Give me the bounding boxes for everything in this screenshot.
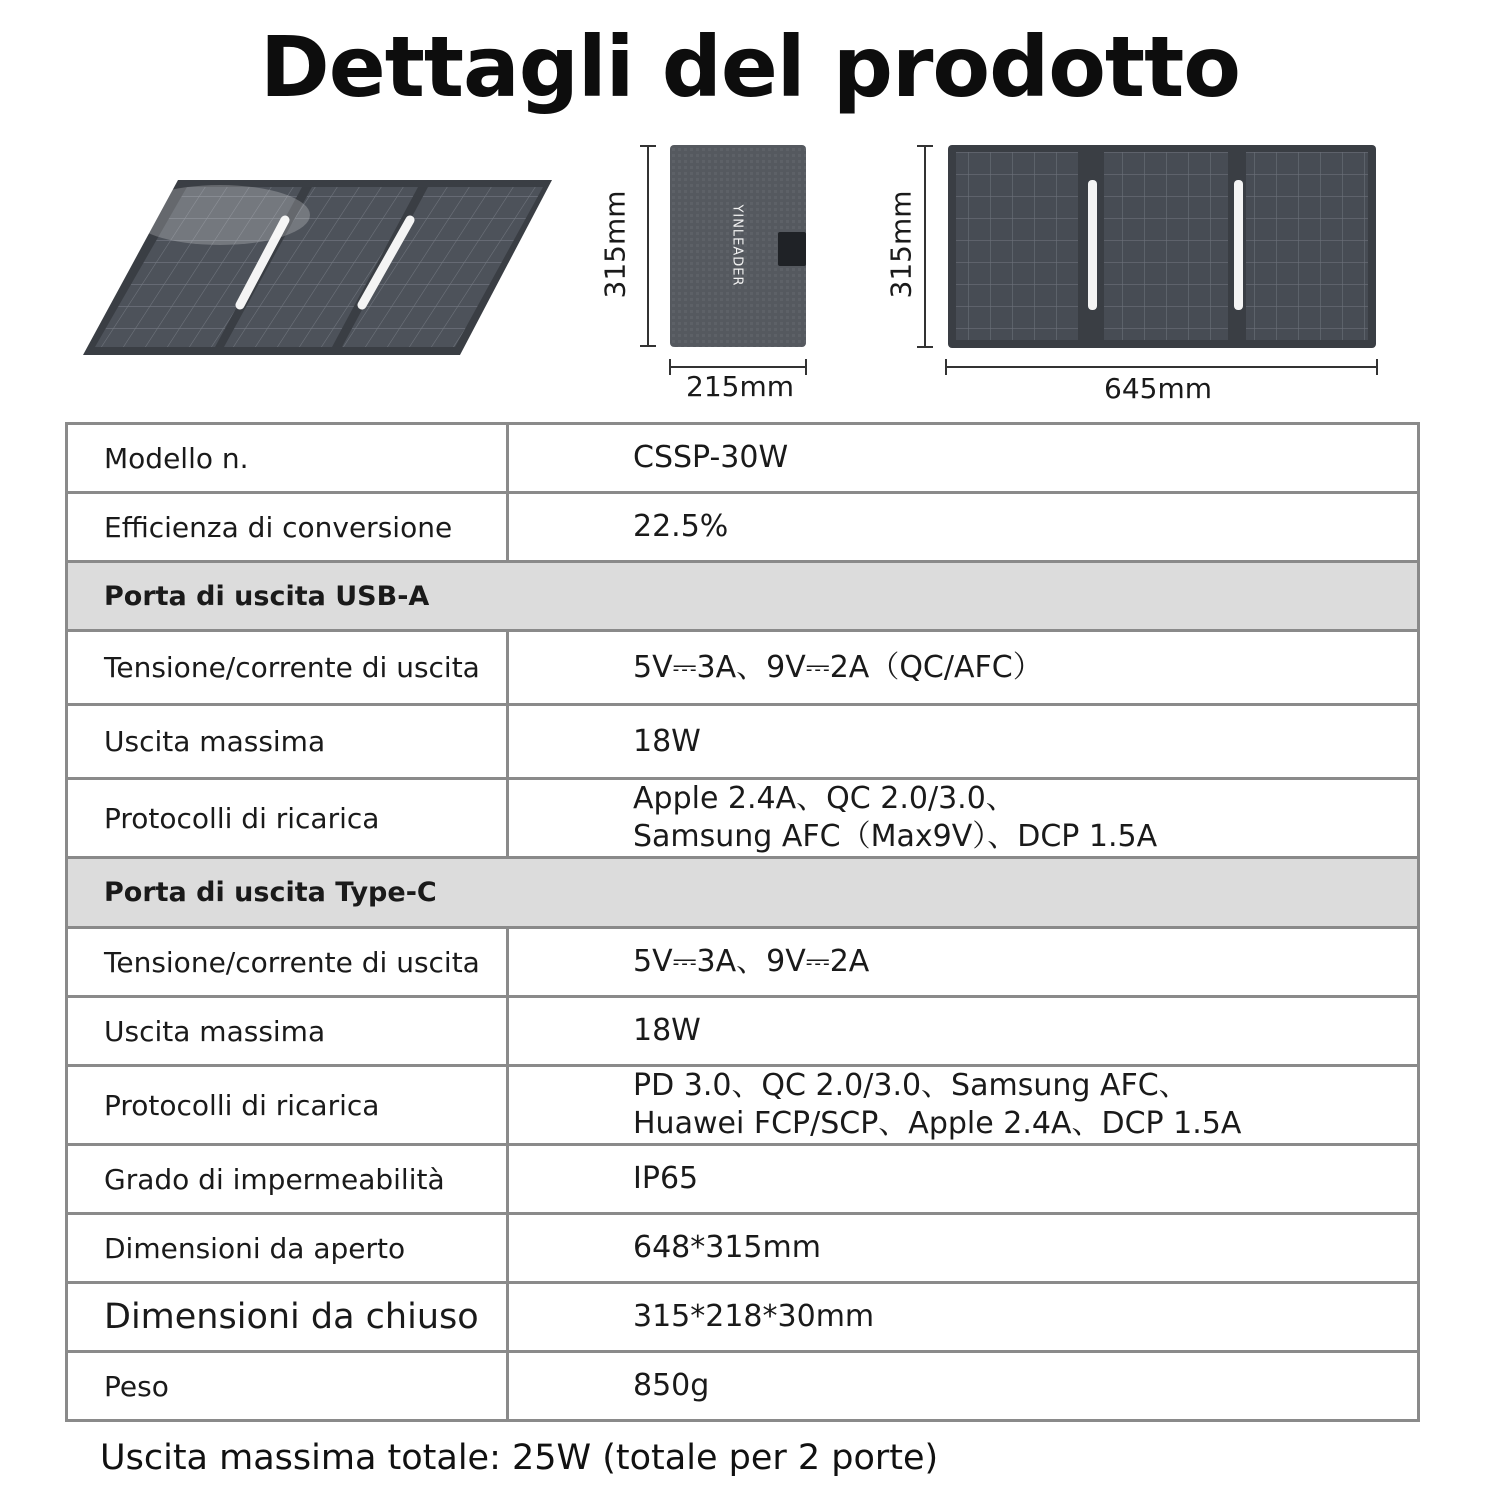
spec-label: Protocolli di ricarica — [67, 1066, 508, 1145]
table-row — [67, 779, 1419, 858]
spec-value: IP65 — [508, 1145, 1419, 1214]
spec-value-line: Apple 2.4A、QC 2.0/3.0、 — [633, 781, 1016, 816]
spec-value: 5V⎓3A、9V⎓2A — [508, 928, 1419, 997]
page-title: Dettagli del prodotto — [260, 18, 1240, 116]
folded-width-label: 215mm — [686, 370, 794, 403]
spec-value: CSSP-30W — [508, 424, 1419, 493]
spec-label: Peso — [67, 1352, 508, 1421]
spec-table — [65, 422, 1420, 1422]
spec-label: Tensione/corrente di uscita — [67, 928, 508, 997]
spec-value: 5V⎓3A、9V⎓2A（QC/AFC） — [508, 631, 1419, 705]
spec-label: Protocolli di ricarica — [67, 779, 508, 858]
spec-label: Uscita massima — [67, 705, 508, 779]
spec-value: 648*315mm — [508, 1214, 1419, 1283]
table-row — [67, 1214, 1419, 1283]
section-row — [67, 562, 1419, 631]
spec-label: Dimensioni da chiuso — [67, 1283, 508, 1352]
table-row — [67, 928, 1419, 997]
spec-label: Uscita massima — [67, 997, 508, 1066]
spec-value: 18W — [508, 997, 1419, 1066]
section-heading: Porta di uscita USB-A — [67, 562, 1419, 631]
spec-value: 18W — [508, 705, 1419, 779]
table-row — [67, 997, 1419, 1066]
spec-value: 315*218*30mm — [508, 1283, 1419, 1352]
panel-folded — [640, 145, 806, 375]
unfolded-width-label: 645mm — [1104, 372, 1212, 405]
spec-value — [508, 1066, 1419, 1145]
spec-value: 22.5% — [508, 493, 1419, 562]
table-row — [67, 1352, 1419, 1421]
spec-value-line: Samsung AFC（Max9V）、DCP 1.5A — [633, 819, 1158, 854]
panel-perspective — [83, 180, 552, 355]
table-row — [67, 1283, 1419, 1352]
spec-label: Dimensioni da aperto — [67, 1214, 508, 1283]
spec-value: 850g — [508, 1352, 1419, 1421]
unfolded-height-label: 315mm — [884, 190, 918, 299]
section-heading: Porta di uscita Type-C — [67, 858, 1419, 928]
product-illustration — [0, 130, 1500, 420]
section-row — [67, 858, 1419, 928]
spec-label: Efficienza di conversione — [67, 493, 508, 562]
table-row — [67, 631, 1419, 705]
spec-label: Modello n. — [67, 424, 508, 493]
table-row — [67, 1145, 1419, 1214]
brand-text: YINLEADER — [729, 204, 745, 287]
spec-label: Grado di impermeabilità — [67, 1145, 508, 1214]
table-row — [67, 424, 1419, 493]
table-row — [67, 705, 1419, 779]
panel-unfolded — [917, 145, 1377, 375]
folded-height-label: 315mm — [598, 190, 632, 299]
spec-label: Tensione/corrente di uscita — [67, 631, 508, 705]
table-row — [67, 493, 1419, 562]
footer-note: Uscita massima totale: 25W (totale per 2 porte) — [100, 1438, 939, 1478]
spec-value-line: PD 3.0、QC 2.0/3.0、Samsung AFC、 — [633, 1068, 1189, 1103]
table-row — [67, 1066, 1419, 1145]
spec-value-line: Huawei FCP/SCP、Apple 2.4A、DCP 1.5A — [633, 1106, 1242, 1141]
spec-value — [508, 779, 1419, 858]
